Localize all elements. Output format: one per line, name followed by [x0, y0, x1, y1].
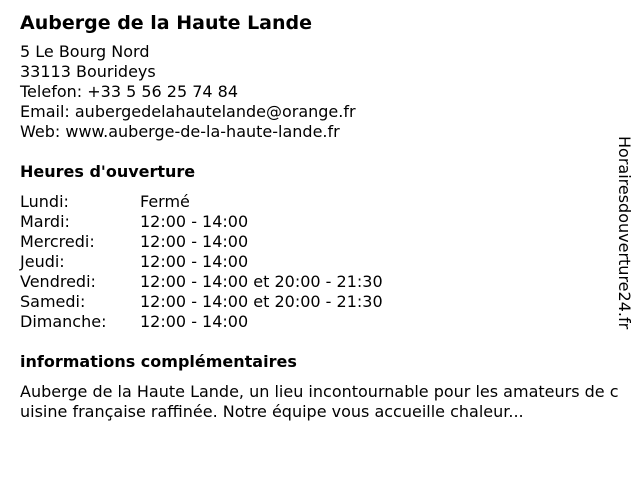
day-hours: Fermé — [140, 192, 190, 211]
hours-row — [20, 252, 610, 272]
day-label: Mercredi: — [20, 232, 95, 251]
day-hours: 12:00 - 14:00 — [140, 232, 249, 251]
day-label: Dimanche: — [20, 312, 107, 331]
hours-row — [20, 272, 610, 292]
day-hours: 12:00 - 14:00 — [140, 252, 249, 271]
hours-row — [20, 232, 610, 252]
day-label: Lundi: — [20, 192, 69, 211]
business-name: Auberge de la Haute Lande — [20, 12, 313, 34]
phone: Telefon: +33 5 56 25 74 84 — [20, 82, 239, 101]
day-hours: 12:00 - 14:00 — [140, 312, 249, 331]
hours-row — [20, 192, 610, 212]
day-hours: 12:00 - 14:00 — [140, 212, 249, 231]
address-line-2: 33113 Bourideys — [20, 62, 156, 81]
day-label: Samedi: — [20, 292, 86, 311]
business-card — [20, 10, 619, 422]
hours-row — [20, 212, 610, 232]
day-label: Vendredi: — [20, 272, 96, 291]
website: Web: www.auberge-de-la-haute-lande.fr — [20, 122, 340, 141]
opening-hours-title: Heures d'ouverture — [20, 162, 196, 181]
day-hours: 12:00 - 14:00 et 20:00 - 21:30 — [140, 292, 383, 311]
address-line-1: 5 Le Bourg Nord — [20, 42, 150, 61]
hours-row — [20, 292, 610, 312]
site-watermark-label: Horairesdouverture24.fr — [615, 136, 634, 330]
email: Email: aubergedelahautelande@orange.fr — [20, 102, 356, 121]
day-label: Mardi: — [20, 212, 70, 231]
additional-info-title: informations complémentaires — [20, 352, 297, 371]
hours-row — [20, 312, 610, 332]
day-hours: 12:00 - 14:00 et 20:00 - 21:30 — [140, 272, 383, 291]
additional-info-text: Auberge de la Haute Lande, un lieu incontournable pour les amateurs de cuisine française raffinée. Notre équipe vous accueille chaleur... — [20, 382, 619, 421]
day-label: Jeudi: — [20, 252, 65, 271]
